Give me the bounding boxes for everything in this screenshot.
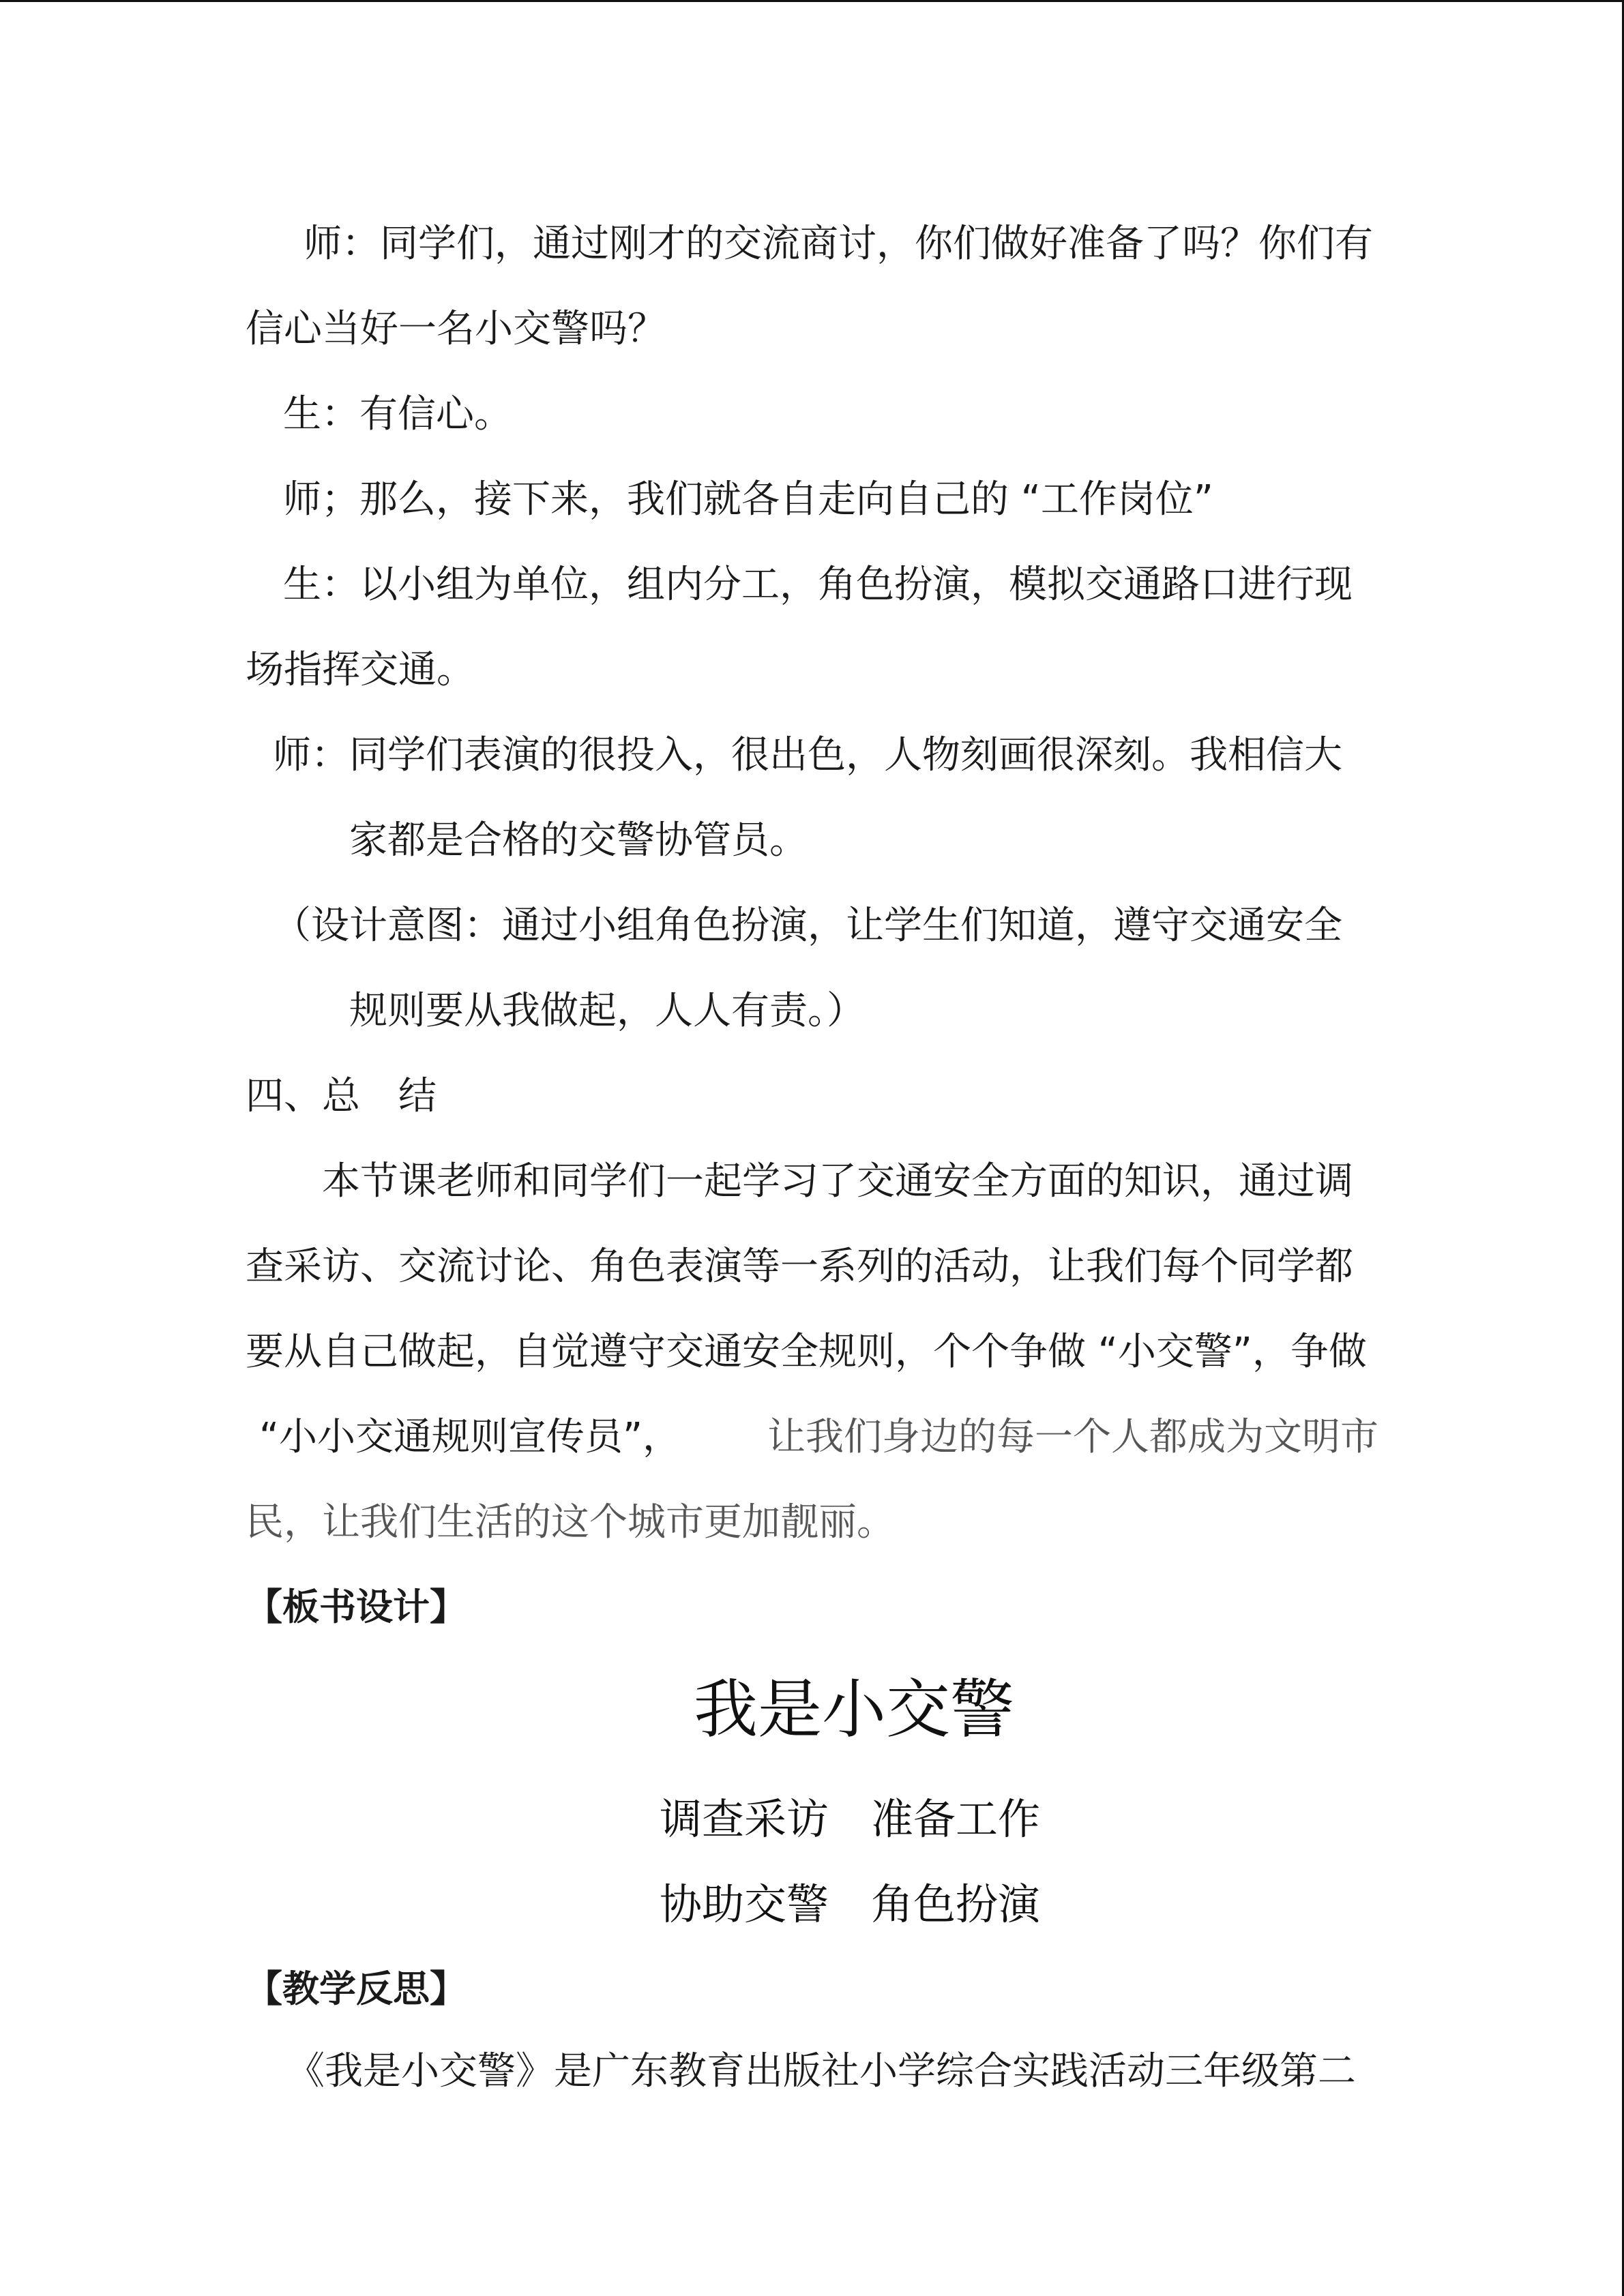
paragraph-line: 信心当好一名小交警吗？ <box>246 307 666 351</box>
paragraph-line: 师；那么，接下来，我们就各自走向自己的 “工作岗位” <box>283 477 1213 522</box>
paragraph-line: 要从自己做起，自觉遵守交通安全规则，个个争做 “小交警”，争做 <box>246 1330 1367 1374</box>
paragraph-line: 规则要从我做起，人人有责。） <box>349 989 865 1033</box>
paragraph-line: 《我是小交警》是广东教育出版社小学综合实践活动三年级第二 <box>286 2049 1356 2093</box>
paragraph-line: 让我们身边的每一个人都成为文明市 <box>767 1415 1378 1459</box>
board-row: 协助交警 角色扮演 <box>660 1879 1041 1929</box>
paragraph-line: “小小交通规则宣传员”， <box>259 1415 681 1459</box>
paragraph-line: （设计意图：通过小组角色扮演，让学生们知道，遵守交通安全 <box>273 904 1342 948</box>
paragraph-line: 师：同学们表演的很投入，很出色，人物刻画很深刻。我相信大 <box>273 733 1342 777</box>
reflection-heading: 【教学反思】 <box>246 1967 467 2010</box>
paragraph-line: 家都是合格的交警协管员。 <box>349 818 808 863</box>
paragraph-line: 查采访、交流讨论、角色表演等一系列的活动，让我们每个同学都 <box>246 1244 1353 1289</box>
paragraph-line: 师：同学们，通过刚才的交流商讨，你们做好准备了吗？你们有 <box>304 222 1373 266</box>
paragraph-line: 本节课老师和同学们一起学习了交通安全方面的知识，通过调 <box>322 1159 1353 1204</box>
board-heading: 【板书设计】 <box>246 1585 467 1628</box>
board-row: 调查采访 准备工作 <box>660 1794 1041 1844</box>
section-heading: 四、总 结 <box>246 1074 437 1118</box>
paragraph-line: 场指挥交通。 <box>246 648 475 692</box>
paragraph-line: 生：有信心。 <box>283 392 512 436</box>
board-title: 我是小交警 <box>694 1673 1015 1747</box>
paragraph-line: 生：以小组为单位，组内分工，角色扮演，模拟交通路口进行现 <box>283 563 1353 607</box>
paragraph-line: 民，让我们生活的这个城市更加靓丽。 <box>246 1500 895 1545</box>
